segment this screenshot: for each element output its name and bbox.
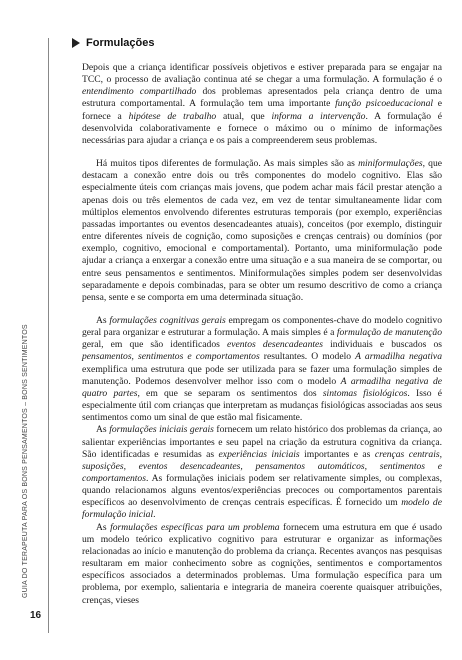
italic-run: formulações cognitivas gerais — [109, 314, 226, 326]
text-run: dos problemas apresentados pela criança dentro de uma estrutura comportamental. A formulação tem uma importante — [82, 86, 443, 110]
page-number: 16 — [30, 610, 42, 621]
italic-run: miniformulações — [358, 158, 423, 170]
italic-run: sintomas fisiológicos — [322, 387, 408, 399]
section-title: Formulações — [86, 37, 155, 49]
text-run: , em que se separam os sentimentos dos — [137, 387, 323, 399]
italic-run: crenças centrais, suposições, eventos desencadeantes, pensamentos automáticos, sentimentos e comportamentos — [82, 448, 442, 484]
italic-run: hipótese de trabalho — [128, 110, 217, 122]
italic-run: função psicoeducacional — [335, 98, 434, 110]
text-run: importantes e as — [299, 448, 375, 460]
italic-run: experiências iniciais — [218, 448, 300, 460]
text-run: geral, em que são identificados — [82, 339, 227, 351]
italic-run: eventos desencadeantes — [226, 339, 324, 351]
text-run: exemplifica uma estrutura que pode ser utilizada para se fazer uma formulação simples de manutenção. Podemos desenvolver melhor isso com o modelo — [82, 363, 442, 387]
text-run: fornecem um relato histórico dos problemas da criança, ao salientar experiências importantes e seu papel na criação da estrutura cognitiva da criança. São identificadas e resumidas as — [82, 424, 442, 460]
italic-run: A armadilha negativa de quatro partes — [82, 375, 442, 399]
italic-run: modelo de formulação inicial — [82, 497, 442, 521]
text-run: Depois que a criança identificar possíveis objetivos e estiver preparada para se engajar na TCC, o processo de avaliação continua até se chegar a uma formulação. A formulação é o — [82, 62, 442, 86]
paragraph — [82, 62, 442, 147]
section-heading — [72, 37, 154, 49]
text-run: . A formulação é desenvolvida colaborativamente e fornece o máximo ou o mínimo de informações necessárias para ajudar a criança e os pais a compreenderem seus problemas. — [82, 110, 443, 146]
italic-run: formulação de manutenção — [336, 327, 442, 339]
running-head — [22, 38, 36, 598]
paragraph — [82, 522, 442, 607]
paragraph — [82, 315, 442, 424]
italic-run: informa a intervenção — [271, 110, 366, 122]
italic-run: A armadilha negativa — [355, 351, 442, 363]
running-head-text: GUIA DO TERAPEUTA PARA OS BONS PENSAMENTOS – BONS SENTIMENTOS — [22, 324, 29, 598]
text-run: , que destacam a conexão entre dois ou três componentes do modelo cognitivo. Elas são especialmente úteis com crianças mais jovens, que podem achar mais fácil prestar atenção a apenas dois ou três elementos de cada vez, em vez de tentar simultaneamente lidar com múltiplos elementos envolvendo diferentes estruturas temporais (por exemplo, experiências passadas importantes ou eventos desencadeantes atuais), conceitos (por exemplo, distinguir entre diferentes níveis de cognição, como suposições e crenças centrais) ou domínios (por exemplo, cognitivo, emocional e comportamental). Portanto, uma miniformulação pode ajudar a criança a enxergar a conexão entre uma situação e a sua maneira de se comportar, ou entre seus pensamentos e sentimentos. Miniformulações simples podem ser desenvolvidas separadamente e depois combinadas, para se obter um resumo descritivo de como a criança pensa, sente e se comporta em uma determinada situação. — [82, 158, 442, 303]
text-run: As — [96, 424, 110, 436]
text-run: atual, que — [216, 110, 272, 122]
text-run: . — [153, 509, 156, 521]
text-run: empregam os componentes-chave do modelo cognitivo geral para organizar e estruturar a formulação. A mais simples é a — [82, 314, 443, 339]
text-run: resultantes. O modelo — [259, 351, 356, 363]
italic-run: formulações específicas para um problema — [110, 521, 280, 533]
triangle-bullet-icon — [72, 38, 80, 48]
italic-run: entendimento compartilhado — [82, 86, 197, 98]
text-run: As — [96, 314, 110, 326]
italic-run: pensamentos, sentimentos e comportamentos — [82, 351, 260, 363]
text-run: . Isso é especialmente útil com crianças que interpretam as mudanças fisiológicas associadas aos seus sentimentos como um sinal de que estão mal fisicamente. — [82, 387, 442, 424]
text-run: fornecem uma estrutura em que é usado um modelo teórico explicativo cognitivo para estruturar e organizar as informações relacionadas ao início e manutenção do problema da criança. Recentes avanços nas pesquisas resultaram em maior conhecimento sobre as cognições, sentimentos e comportamentos específicos associados a determinados problemas. Uma formulação específica para um problema, por exemplo, salientaria e integraria de maneira coerente quaisquer atribuições, crenças, vieses — [82, 521, 443, 606]
italic-run: formulações iniciais gerais — [109, 424, 214, 436]
text-run: e fornece a — [82, 98, 442, 122]
body-text — [82, 62, 442, 607]
paragraph — [82, 424, 442, 521]
text-run: individuais e buscados os — [323, 339, 442, 351]
text-run: As — [96, 521, 111, 533]
paragraph — [82, 158, 442, 304]
text-run: Há muitos tipos diferentes de formulação. As mais simples são as — [96, 158, 359, 170]
text-run: . As formulações iniciais podem ser relativamente simples, ou complexas, quando relacionamos alguns eventos/experiências precoces ou comportamentos parentais específicos ao desenvolvimento de crenças centrais específicas. É fornecido um — [82, 473, 442, 509]
margin-rule — [48, 38, 49, 633]
